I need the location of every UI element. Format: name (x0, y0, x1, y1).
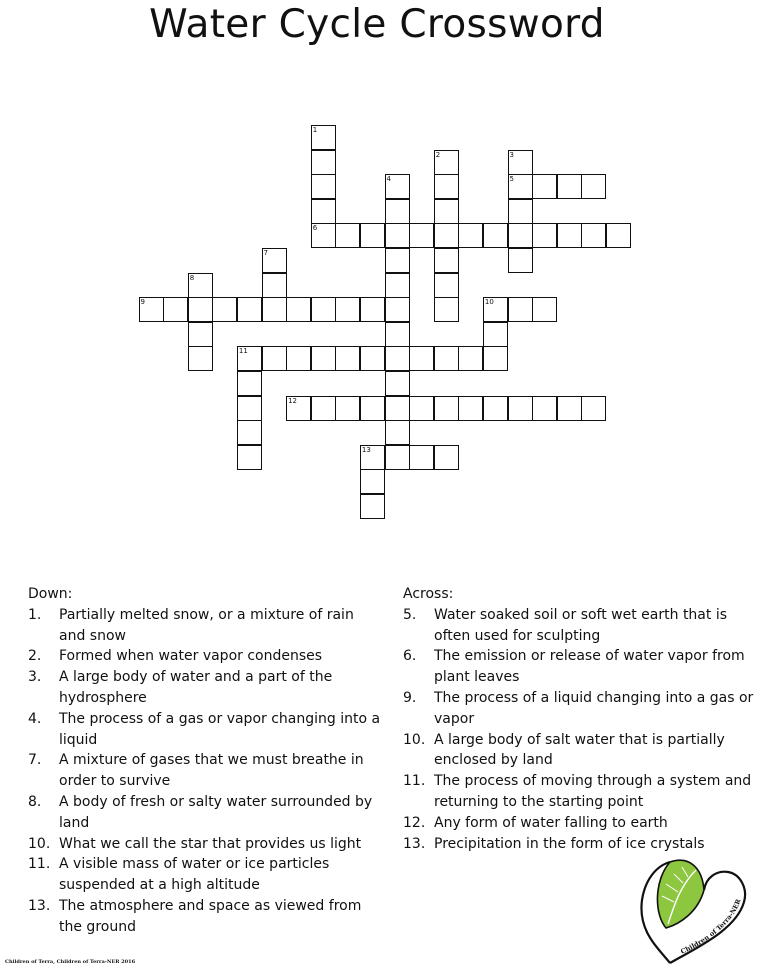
down-clue-11 (28, 854, 383, 896)
grid-cell[interactable] (188, 297, 213, 322)
grid-cell[interactable] (360, 494, 385, 519)
grid-cell[interactable] (311, 346, 336, 371)
grid-cell[interactable] (508, 174, 533, 199)
grid-cell[interactable] (434, 174, 459, 199)
clue-number-label: 7 (263, 249, 268, 257)
clue-number-label: 12 (288, 396, 298, 405)
clue-number: 9. (403, 689, 417, 706)
grid-cell[interactable] (385, 273, 410, 298)
grid-cell[interactable] (311, 125, 336, 150)
grid-cell[interactable] (188, 322, 213, 347)
grid-cell[interactable] (262, 248, 287, 273)
grid-cell[interactable] (335, 297, 360, 322)
grid-cell[interactable] (557, 223, 582, 248)
grid-cell[interactable] (311, 150, 336, 175)
grid-cell[interactable] (385, 174, 410, 199)
clue-text: The process of a liquid changing into a gas or vapor (434, 689, 754, 727)
clue-number: 13. (403, 835, 426, 852)
down-clue-1 (28, 605, 383, 647)
down-clue-7 (28, 750, 383, 792)
clue-text: Formed when water vapor condenses (59, 648, 323, 665)
grid-cell[interactable] (286, 396, 311, 421)
grid-cell[interactable] (262, 346, 287, 371)
grid-cell[interactable] (483, 297, 508, 322)
grid-cell[interactable] (458, 223, 483, 248)
grid-cell[interactable] (385, 199, 410, 224)
down-clues-column (28, 584, 383, 938)
grid-cell[interactable] (311, 297, 336, 322)
clue-text: A mixture of gases that we must breathe in order to survive (59, 752, 364, 790)
grid-cell[interactable] (237, 396, 262, 421)
clue-text: A visible mass of water or ice particles suspended at a high altitude (59, 856, 330, 894)
grid-cell[interactable] (237, 297, 262, 322)
clue-text: The process of a gas or vapor changing into a liquid (59, 710, 381, 748)
clue-number: 6. (403, 648, 417, 665)
down-clues-heading: Down: (28, 586, 73, 602)
grid-cell[interactable] (434, 297, 459, 322)
grid-cell[interactable] (483, 346, 508, 371)
grid-cell[interactable] (434, 346, 459, 371)
grid-cell[interactable] (385, 420, 410, 445)
grid-cell[interactable] (557, 396, 582, 421)
grid-cell[interactable] (139, 297, 164, 322)
grid-cell[interactable] (557, 174, 582, 199)
grid-cell[interactable] (409, 346, 434, 371)
grid-cell[interactable] (508, 248, 533, 273)
clue-number: 5. (403, 606, 417, 623)
grid-cell[interactable] (434, 445, 459, 470)
grid-cell[interactable] (434, 150, 459, 175)
grid-cell[interactable] (385, 248, 410, 273)
page-title: Water Cycle Crossword (149, 2, 605, 47)
grid-cell[interactable] (237, 445, 262, 470)
grid-cell[interactable] (385, 297, 410, 322)
down-clue-list (28, 605, 383, 938)
grid-cell[interactable] (237, 371, 262, 396)
grid-cell[interactable] (409, 396, 434, 421)
grid-cell[interactable] (335, 223, 360, 248)
clue-number: 11. (28, 856, 51, 873)
grid-cell[interactable] (409, 223, 434, 248)
grid-cell[interactable] (311, 174, 336, 199)
grid-cell[interactable] (508, 297, 533, 322)
grid-cell[interactable] (606, 223, 631, 248)
clue-text: Water soaked soil or soft wet earth that is often used for sculpting (434, 606, 728, 644)
clue-number: 2. (28, 648, 42, 665)
grid-cell[interactable] (360, 223, 385, 248)
grid-cell[interactable] (532, 297, 557, 322)
grid-cell[interactable] (262, 297, 287, 322)
grid-cell[interactable] (532, 223, 557, 248)
across-clue-9 (403, 688, 763, 730)
grid-cell[interactable] (385, 396, 410, 421)
grid-cell[interactable] (188, 273, 213, 298)
clue-number: 1. (28, 606, 42, 623)
across-clues-column (403, 584, 763, 854)
clue-number-label: 13 (361, 445, 371, 454)
grid-cell[interactable] (434, 248, 459, 273)
clue-number: 7. (28, 752, 42, 769)
down-clue-10 (28, 834, 383, 855)
clue-number: 4. (28, 710, 42, 727)
grid-cell[interactable] (434, 396, 459, 421)
grid-cell[interactable] (360, 297, 385, 322)
grid-cell[interactable] (286, 297, 311, 322)
clue-number-label: 6 (312, 224, 318, 233)
grid-cell[interactable] (212, 297, 237, 322)
children-of-terra-logo (636, 850, 750, 965)
grid-cell[interactable] (483, 322, 508, 347)
grid-cell[interactable] (262, 273, 287, 298)
clue-number: 10. (403, 731, 426, 748)
grid-cell[interactable] (483, 223, 508, 248)
across-clue-6 (403, 646, 763, 688)
down-clue-3 (28, 667, 383, 709)
clue-text: The emission or release of water vapor from plant leaves (434, 648, 745, 686)
clue-text: What we call the star that provides us light (59, 835, 362, 852)
clue-number: 3. (28, 669, 42, 686)
grid-cell[interactable] (163, 297, 188, 322)
clue-text: Any form of water falling to earth (434, 814, 668, 831)
grid-cell[interactable] (311, 223, 336, 248)
grid-cell[interactable] (458, 346, 483, 371)
grid-cell[interactable] (311, 396, 336, 421)
clue-text: A body of fresh or salty water surrounded by land (59, 793, 373, 831)
grid-cell[interactable] (532, 174, 557, 199)
grid-cell[interactable] (508, 223, 533, 248)
clue-number-label: 10 (484, 298, 494, 307)
clue-number-label: 3 (509, 150, 514, 159)
clue-number-label: 8 (189, 273, 195, 282)
grid-cell[interactable] (335, 396, 360, 421)
clue-number: 8. (28, 793, 42, 810)
clue-number-label: 1 (312, 126, 318, 134)
clue-number-label: 2 (435, 150, 441, 159)
grid-cell[interactable] (385, 322, 410, 347)
grid-cell[interactable] (360, 469, 385, 494)
grid-cell[interactable] (237, 420, 262, 445)
grid-cell[interactable] (508, 150, 533, 175)
down-clue-13 (28, 896, 383, 938)
clue-number: 10. (28, 835, 51, 852)
across-clue-list (403, 605, 763, 855)
grid-cell[interactable] (434, 223, 459, 248)
grid-cell[interactable] (434, 199, 459, 224)
down-clue-2 (28, 646, 383, 667)
clue-number: 13. (28, 897, 51, 914)
across-clue-11 (403, 771, 763, 813)
clue-number: 12. (403, 814, 426, 831)
grid-cell[interactable] (581, 396, 606, 421)
grid-cell[interactable] (360, 396, 385, 421)
grid-cell[interactable] (385, 346, 410, 371)
grid-cell[interactable] (360, 445, 385, 470)
grid-cell[interactable] (286, 346, 311, 371)
copyright-credit: Children of Terra, Children of Terra-NER 2016 (5, 959, 136, 965)
grid-cell[interactable] (532, 396, 557, 421)
grid-cell[interactable] (360, 346, 385, 371)
clue-text: A large body of water and a part of the hydrosphere (59, 669, 333, 706)
grid-cell[interactable] (311, 199, 336, 224)
grid-cell[interactable] (434, 273, 459, 298)
grid-cell[interactable] (335, 346, 360, 371)
clue-number-label: 11 (238, 347, 248, 356)
grid-cell[interactable] (409, 445, 434, 470)
clue-number: 11. (403, 773, 426, 790)
grid-cell[interactable] (508, 199, 533, 224)
clue-number-label: 4 (386, 175, 391, 184)
grid-cell[interactable] (188, 346, 213, 371)
logo-text: Children of Terra-NER (679, 897, 743, 956)
clue-number-label: 9 (140, 298, 145, 307)
across-clue-5 (403, 605, 763, 647)
across-clue-10 (403, 730, 763, 772)
clue-text: The atmosphere and space as viewed from the ground (59, 897, 362, 935)
clue-text: A large body of salt water that is partially enclosed by land (434, 731, 725, 769)
grid-cell[interactable] (581, 223, 606, 248)
clue-text: The process of moving through a system and returning to the starting point (434, 773, 752, 810)
down-clue-4 (28, 709, 383, 751)
grid-cell[interactable] (385, 445, 410, 470)
grid-cell[interactable] (458, 396, 483, 421)
clue-text: Partially melted snow, or a mixture of rain and snow (59, 606, 354, 644)
clue-number-label: 5 (509, 175, 514, 184)
clue-text: Precipitation in the form of ice crystals (434, 835, 705, 852)
grid-cell[interactable] (237, 346, 262, 371)
across-clues-heading: Across: (403, 586, 454, 602)
grid-cell[interactable] (581, 174, 606, 199)
across-clue-12 (403, 813, 763, 834)
grid-cell[interactable] (385, 371, 410, 396)
grid-cell[interactable] (385, 223, 410, 248)
down-clue-8 (28, 792, 383, 834)
grid-cell[interactable] (508, 396, 533, 421)
grid-cell[interactable] (483, 396, 508, 421)
